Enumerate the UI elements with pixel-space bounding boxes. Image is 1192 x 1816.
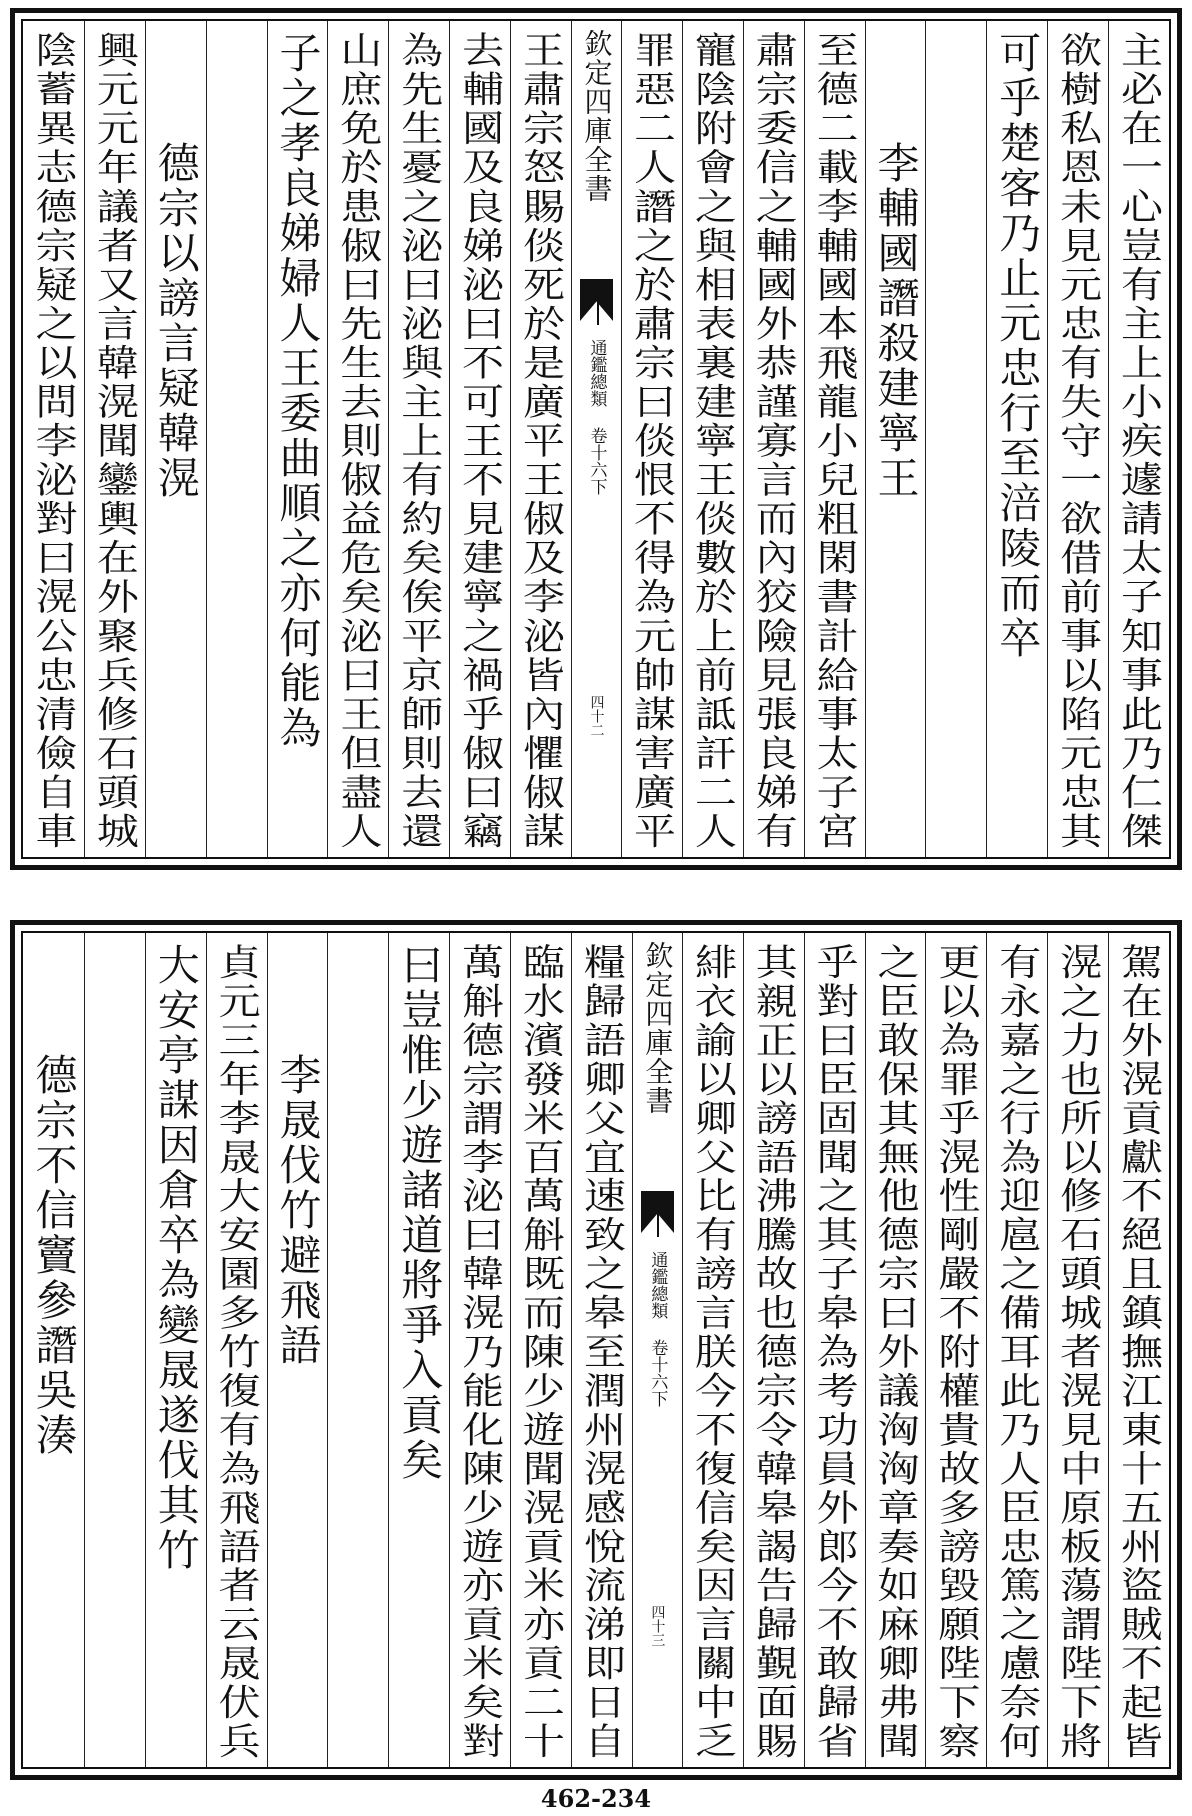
top-text-column [23,21,84,857]
top-text-column [865,21,926,857]
top-book-info: 通鑑總類 卷十六下 [586,339,607,495]
bottom-text-column [388,933,449,1767]
top-folio: 四十二 [588,695,605,737]
top-text-column [804,21,865,857]
bottom-column-text: 滉之力也所以修石頭城者滉見中原板蕩謂陛下將 [1054,943,1104,1761]
bottom-column-text: 更以為罪乎滉性剛嚴不附權貴故多謗毀願陛下察 [932,943,982,1761]
bottom-text-column [145,933,206,1767]
top-column-text: 主必在一心豈有主上小疾遽請太子知事此乃仁傑 [1115,31,1165,851]
bottom-page-frame [10,920,1182,1780]
bottom-text-column [1108,933,1169,1767]
bottom-text-column [925,933,986,1767]
bottom-text-column [449,933,510,1767]
top-column-text: 為先生憂之泌曰泌與主上有約矣俟平京師則去還 [395,31,445,851]
bottom-text-column [743,933,804,1767]
bottom-text-column [84,933,145,1767]
top-text-column [1047,21,1108,857]
bottom-column-text: 駕在外滉貢獻不絕且鎮撫江東十五州盜賊不起皆 [1115,943,1165,1761]
top-text-column [510,21,571,857]
top-column-text: 王肅宗怒賜倓死於是廣平王俶及李泌皆內懼俶謀 [517,31,567,851]
top-column-text: 可乎楚客乃止元忠行至涪陵而卒 [993,31,1043,661]
bottom-text-column [267,933,328,1767]
bottom-section-heading: 李晟伐竹避飛語 [273,1053,323,1368]
top-column-text: 罪惡二人譖之於肅宗曰倓恨不得為元帥謀害廣平 [627,31,677,851]
bottom-library-title: 欽定四庫全書 [641,941,675,1115]
top-text-column [743,21,804,857]
bottom-center-column [632,933,682,1767]
top-text-column [206,21,267,857]
bottom-text-column [327,933,388,1767]
top-text-column [84,21,145,857]
bottom-section-heading: 德宗不信竇參譖吳湊 [29,1053,79,1458]
top-text-column [327,21,388,857]
bottom-column-text: 糧歸語卿父宜速致之皋至潤州滉感悅流涕即日自 [577,943,627,1761]
top-text-column [682,21,743,857]
top-text-column [925,21,986,857]
top-column-text: 陰蓄異志德宗疑之以問李泌對曰滉公忠清儉自車 [29,31,79,851]
top-column-text: 欲樹私恩未見元忠有失守一欲借前事以陷元忠其 [1054,31,1104,851]
bottom-text-column [865,933,926,1767]
bottom-fishtail-mark [641,1191,674,1241]
top-text-column [388,21,449,857]
top-column-text: 子之孝良娣婦人王委曲順之亦何能為 [273,31,323,751]
bottom-column-text: 臨水濱發米百萬斛既而陳少遊聞滉貢米亦貢二十 [517,943,567,1761]
top-section-heading: 德宗以謗言疑韓滉 [151,141,201,501]
bottom-text-column [510,933,571,1767]
bottom-column-text: 貞元三年李晟大安園多竹復有為飛語者云晟伏兵 [212,943,262,1761]
top-page-frame [10,8,1182,870]
top-text-column [145,21,206,857]
top-column-text: 寵陰附會之與相表裏建寧王倓數於上前詆訐二人 [688,31,738,851]
top-library-title: 欽定四庫全書 [580,29,614,203]
top-section-heading: 李輔國譖殺建寧王 [871,141,921,501]
bottom-text-column [682,933,743,1767]
top-text-column [986,21,1047,857]
top-center-column [571,21,621,857]
bottom-column-text: 有永嘉之行為迎扈之備耳此乃人臣忠篤之慮奈何 [993,943,1043,1761]
bottom-column-text: 萬斛德宗謂李泌曰韓滉乃能化陳少遊亦貢米矣對 [456,943,506,1761]
bottom-column-text: 緋衣諭以卿父比有謗言朕今不復信矣因言關中乏 [688,943,738,1761]
top-column-text: 去輔國及良娣泌曰不可王不見建寧之禍乎俶曰竊 [456,31,506,851]
bottom-column-text: 之臣敢保其無他德宗曰外議洶洶章奏如麻卿弗聞 [871,943,921,1761]
top-text-column [267,21,328,857]
bottom-text-column [571,933,632,1767]
bottom-column-text: 乎對曰臣固聞之其子皋為考功員外郎今不敢歸省 [810,943,860,1761]
bottom-page-inner [21,931,1171,1769]
bottom-book-info: 通鑑總類 卷十六下 [647,1251,668,1407]
top-column-text: 肅宗委信之輔國外恭謹寡言而內狡險見張良娣有 [749,31,799,851]
top-text-column [621,21,682,857]
bottom-text-column [1047,933,1108,1767]
bottom-column-text: 大安亭謀因倉卒為變晟遂伐其竹 [151,943,201,1573]
bottom-column-text: 曰豈惟少遊諸道將爭入貢矣 [395,943,445,1483]
top-text-column [1108,21,1169,857]
bottom-text-column [986,933,1047,1767]
bottom-folio: 四十三 [649,1605,666,1647]
top-text-column [449,21,510,857]
top-column-text: 山庶免於患俶曰先生去則俶益危矣泌曰王但盡人 [334,31,384,851]
bottom-column-text: 其親正以謗語沸騰故也德宗令韓皋謁告歸覲面賜 [749,943,799,1761]
bottom-text-column [206,933,267,1767]
bottom-text-column [23,933,84,1767]
top-column-text: 至德二載李輔國本飛龍小兒粗閑書計給事太子宮 [810,31,860,851]
top-column-text: 興元元年議者又言韓滉聞鑾輿在外聚兵修石頭城 [90,31,140,851]
bottom-text-column [804,933,865,1767]
top-fishtail-mark [580,279,613,329]
page-code: 462-234 [540,1784,652,1813]
top-page-inner [21,19,1171,859]
